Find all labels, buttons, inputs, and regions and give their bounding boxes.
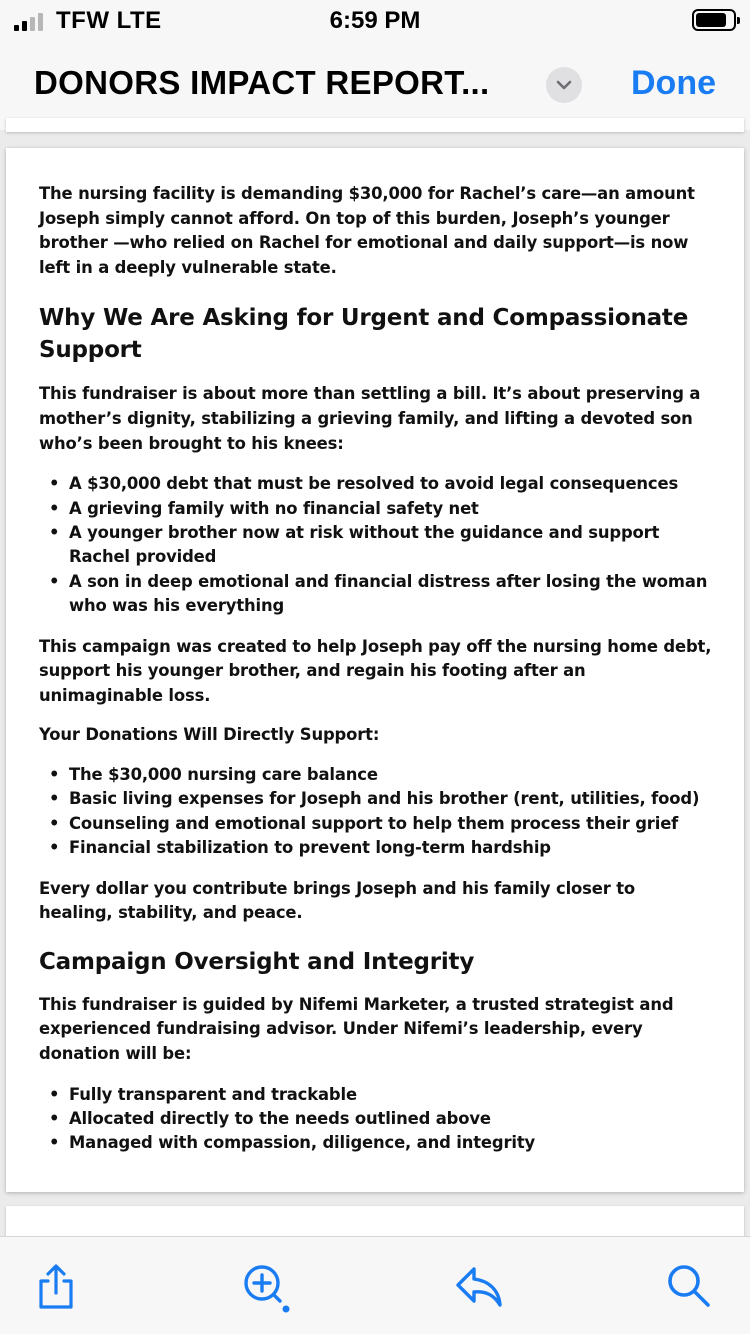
intro-paragraph: The nursing facility is demanding $30,000 for Rachel’s care—an amount Joseph simply cannot afford. On top of this burden, Joseph’s younger brother —who relied on Rachel for emotional and daily support—is now left in a deeply vulnerable state. (39, 184, 695, 277)
status-bar (0, 0, 750, 40)
paragraph: Every dollar you contribute brings Joseph and his family closer to healing, stability, and peace. (39, 878, 636, 923)
search-icon[interactable] (664, 1261, 716, 1313)
chevron-down-icon[interactable] (546, 67, 582, 103)
list-item: • Counseling and emotional support to help them process their grief (39, 812, 714, 836)
section-heading: Campaign Oversight and Integrity (39, 948, 475, 975)
list-item: • The $30,000 nursing care balance (39, 763, 714, 787)
clock: 6:59 PM (329, 7, 421, 34)
previous-page-edge (6, 118, 744, 132)
list-item: • A younger brother now at risk without the guidance and support Rachel provided (39, 521, 714, 570)
paragraph: This campaign was created to help Joseph pay off the nursing home debt, support his younger brother, and regain his footing after an unimaginable loss. (39, 636, 712, 705)
list-item: • Basic living expenses for Joseph and his brother (rent, utilities, food) (39, 787, 714, 811)
section-heading: Why We Are Asking for Urgent and Compassionate Support (39, 305, 689, 364)
list-item: • A grieving family with no financial safety net (39, 497, 714, 521)
reply-icon[interactable] (452, 1261, 504, 1313)
list-item: • Financial stabilization to prevent long-term hardship (39, 836, 714, 860)
list-item: • A son in deep emotional and financial distress after losing the woman who was his everything (39, 570, 714, 619)
paragraph: Your Donations Will Directly Support: (39, 725, 380, 745)
list-item: • Fully transparent and trackable (39, 1083, 714, 1107)
bottom-toolbar (0, 1236, 750, 1334)
paragraph: This fundraiser is about more than settling a bill. It’s about preserving a mother’s dignity, stabilizing a grieving family, and lifting a devoted son who’s been brought to his knees: (39, 384, 701, 453)
navigation-bar (0, 40, 750, 130)
bullet-list (39, 1083, 714, 1156)
paragraph: This fundraiser is guided by Nifemi Marketer, a trusted strategist and experienced fundraising advisor. Under Nifemi’s leadership, every donation will be: (39, 994, 674, 1063)
document-page (6, 148, 744, 1192)
bullet-list (39, 763, 714, 861)
carrier-label: TFW LTE (56, 7, 162, 34)
markup-icon[interactable] (240, 1261, 292, 1313)
document-title[interactable]: DONORS IMPACT REPORT... (34, 64, 490, 101)
list-item: • Managed with compassion, diligence, and integrity (39, 1131, 714, 1155)
share-icon[interactable] (30, 1261, 82, 1313)
battery-icon (692, 9, 736, 31)
bullet-list (39, 472, 714, 618)
list-item: • A $30,000 debt that must be resolved to avoid legal consequences (39, 472, 714, 496)
done-button[interactable]: Done (631, 64, 716, 102)
list-item: • Allocated directly to the needs outlined above (39, 1107, 714, 1131)
